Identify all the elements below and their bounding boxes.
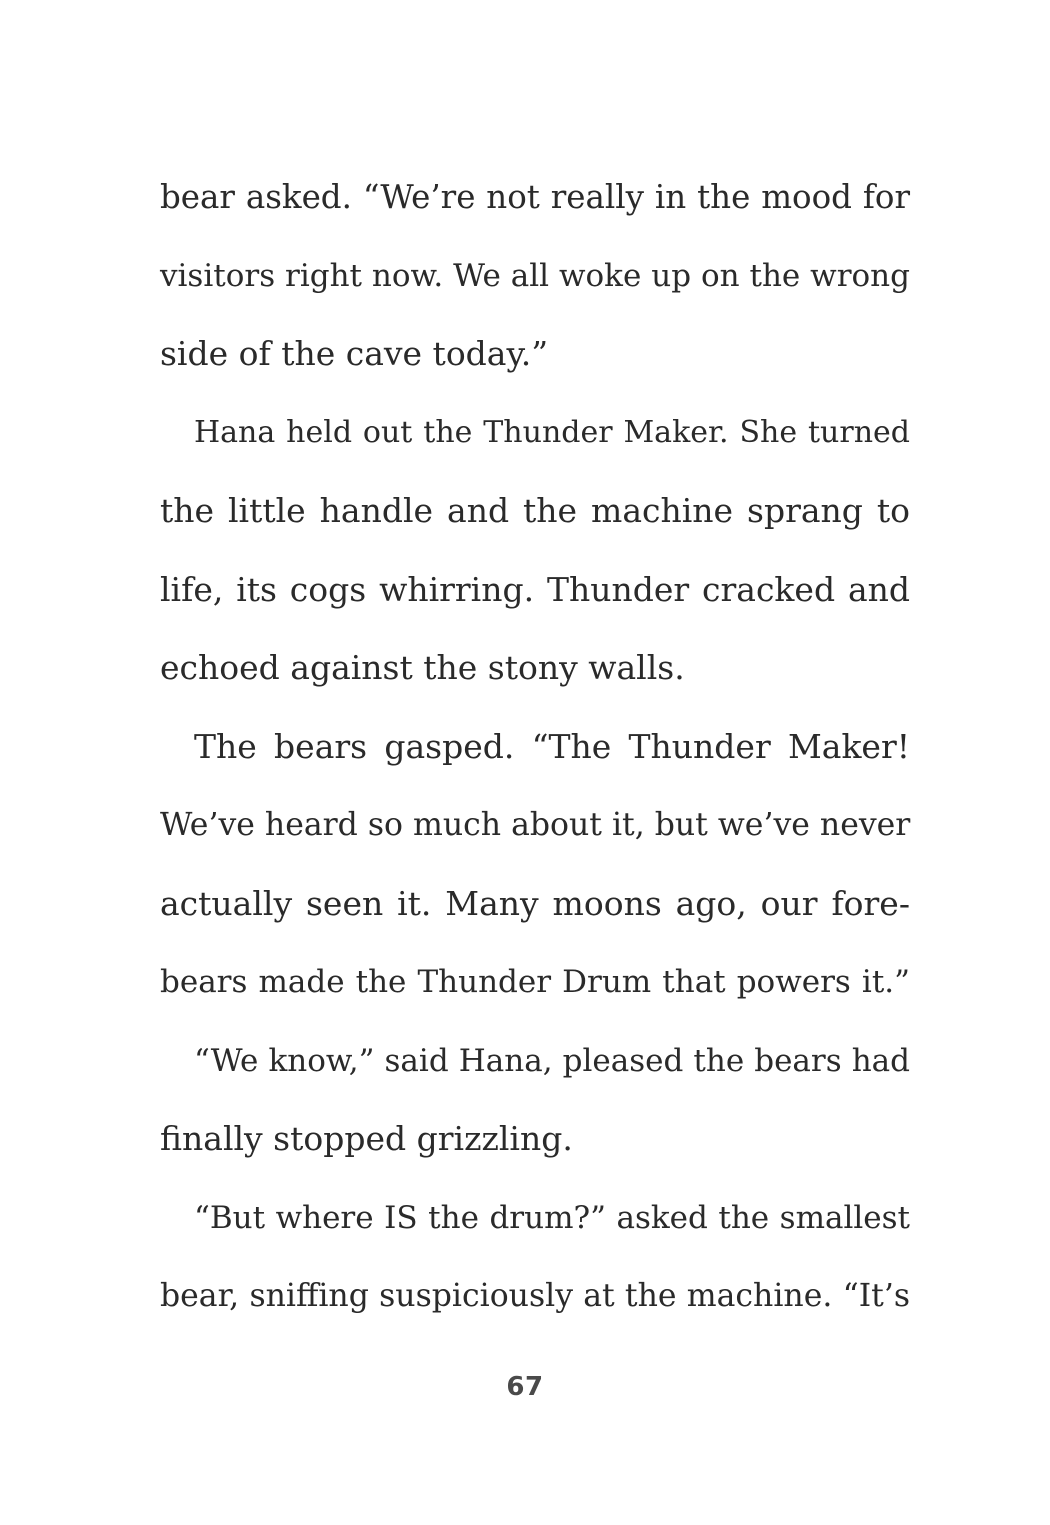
text-line: visitors right now. We all woke up on the wrong (160, 257, 910, 294)
text-line: bear, sniffing suspiciously at the machine. “It’s (160, 1278, 910, 1314)
text-line: bear asked. “We’re not really in the mood for (160, 178, 910, 216)
text-line: The bears gasped. “The Thunder Maker! (194, 726, 910, 766)
text-line: side of the cave today.” (160, 334, 549, 373)
text-line: bears made the Thunder Drum that powers it.” (160, 964, 910, 1000)
text-line: the little handle and the machine sprang to (160, 491, 910, 530)
text-line: Hana held out the Thunder Maker. She turned (194, 414, 910, 450)
page-number: 67 (506, 1372, 544, 1402)
body-text (160, 165, 910, 1343)
text-line: “But where IS the drum?” asked the smallest (194, 1199, 910, 1236)
text-line: We’ve heard so much about it, but we’ve never (160, 807, 911, 843)
text-line: life, its cogs whirring. Thunder cracked and (160, 569, 910, 609)
text-line: “We know,” said Hana, pleased the bears had (194, 1042, 910, 1079)
text-line: finally stopped grizzling. (160, 1119, 573, 1158)
text-line: actually seen it. Many moons ago, our fore- (160, 883, 910, 923)
text-line: echoed against the stony walls. (160, 648, 685, 687)
